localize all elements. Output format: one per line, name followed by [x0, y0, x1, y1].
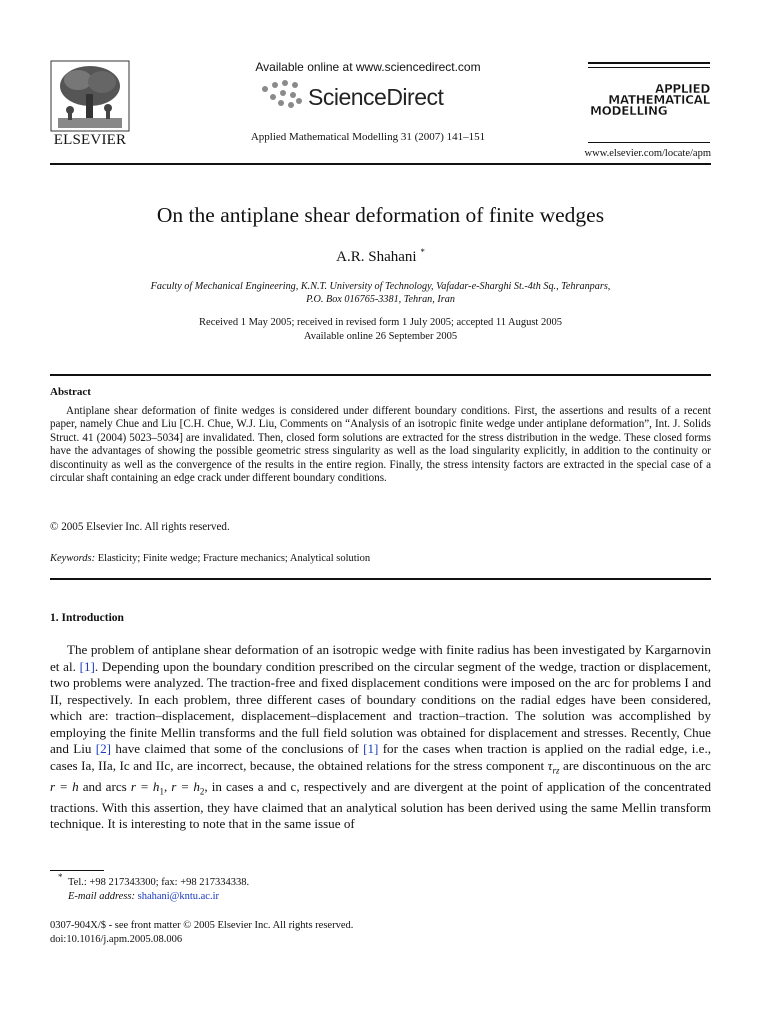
received-dates: Received 1 May 2005; received in revised form 1 July 2005; accepted 11 August 2005 [199, 317, 562, 328]
elsevier-logo [50, 60, 130, 150]
affiliation-line-1: Faculty of Mechanical Engineering, K.N.T. University of Technology, Vafadar-e-Sharghi St.-4th Sq., Tehranpars, [150, 281, 611, 292]
available-online-date: Available online 26 September 2005 [303, 331, 458, 342]
publisher-name: ELSEVIER [53, 132, 127, 148]
footnote-tel: Tel.: +98 217343300; fax: +98 217334338. [68, 877, 250, 888]
tau-subscript: rz [552, 765, 560, 776]
abstract-body: Antiplane shear deformation of finite wedges is considered under different boundary conditions. First, the assertions and results of a recent paper, namely Chue and Liu [C.H. Chue, W.J. Liu, Comments on “Analysis of an isotropic finite wedge under antiplane deformation”, Int. J. Solids Struct. 41 (2004) 5023–5034] are invalidated. Then, closed form solutions are extracted for the stress distribution in the wedge. These closed forms have the advantages of showing the possible geometric stress singularity as well as the load singularity explicitly, in addition to the continuity or discontinuity as well as the convergence of the results in the entire region. Finally, the stress intensity factors are extracted in the special case of a circular shaft containing an edge crack under different boundary conditions. [50, 405, 711, 485]
footnote-rule [50, 870, 104, 871]
abstract-text [50, 405, 711, 485]
author-line [50, 247, 711, 266]
article-title: On the antiplane shear deformation of finite wedges [156, 203, 605, 227]
issn-line: 0307-904X/$ - see front matter © 2005 Elsevier Inc. All rights reserved. [50, 920, 354, 931]
sciencedirect-logo [258, 78, 468, 114]
keywords-list: Elasticity; Finite wedge; Fracture mechanics; Analytical solution [97, 553, 371, 564]
section-heading: 1. Introduction [50, 612, 124, 624]
journal-logo-line-2: MATHEMATICAL [608, 93, 710, 107]
tau-symbol: τ [547, 757, 553, 773]
intro-text-d: for the cases when traction is applied on the radial edge, i.e., cases Ia, IIa, Ic and IIc, are incorrect, because, the obtained relations for the stress component [50, 741, 711, 773]
arc-subscript-2: 1 [159, 786, 164, 797]
journal-citation: Applied Mathematical Modelling 31 (2007) 141–151 [250, 131, 486, 143]
sciencedirect-wordmark: ScienceDirect [308, 84, 444, 110]
author-name: A.R. Shahani [336, 249, 417, 265]
intro-text-c: have claimed that some of the conclusions of [111, 741, 364, 756]
elsevier-tree-icon [50, 60, 130, 132]
email-link[interactable]: shahani@kntu.ac.ir [137, 891, 220, 902]
intro-text-b: . Depending upon the boundary condition prescribed on the circular segment of the wedge, traction or displacement, two problems were analyzed. The traction-free and fixed displacement conditions were imposed on the arc for problems I and II, respectively. In each problem, three different cases of boundary conditions on the radial edges have been considered, which are: traction–displacement, displacement–displacement and traction–traction. The solution was accomplished by employing the finite Mellin transforms and the full field solution was obtained for displacement and stresses. Recently, Chue and Liu [50, 658, 711, 756]
available-online-text: Available online at www.sciencedirect.com [255, 60, 481, 74]
keywords-line [50, 553, 711, 564]
footnote-mark: * [58, 872, 63, 882]
header-separator-thick [50, 163, 711, 165]
journal-logo-line-3: MODELLING [590, 104, 668, 118]
intro-text-g: , [163, 778, 172, 794]
intro-text-e: are discontinuous on the arc [559, 757, 711, 773]
arc-expression-1: r = h [50, 778, 79, 794]
doi-line: doi:10.1016/j.apm.2005.08.006 [50, 934, 183, 945]
citation-link-3[interactable]: [1] [363, 741, 379, 756]
introduction-paragraph [50, 642, 711, 833]
header-rule-top-2 [588, 67, 710, 68]
header-rule-top-1 [588, 62, 710, 64]
author-footnote-mark[interactable]: * [420, 247, 425, 257]
email-label: E-mail address: [68, 891, 135, 902]
footnote-email-line [68, 891, 219, 902]
journal-logo [590, 84, 712, 117]
intro-text-h: , in cases a and c, respectively and are divergent at the point of application of the concentrated tractions. With this assertion, they have claimed that an analytical solution has been derived using the same Mellin transform technique. It is interesting to note that in the same issue of [50, 778, 712, 832]
sciencedirect-dots-icon [258, 78, 308, 114]
arc-expression-3: r = h [171, 778, 200, 794]
header-rule-bottom [588, 142, 710, 143]
abstract-copyright: © 2005 Elsevier Inc. All rights reserved. [50, 521, 230, 533]
citation-link-1[interactable]: [1] [79, 658, 95, 674]
affiliation-line-2: P.O. Box 016765-3381, Tehran, Iran [306, 294, 455, 305]
arc-subscript-3: 2 [199, 786, 205, 797]
citation-link-2[interactable]: [2] [95, 741, 112, 756]
abstract-rule-top [50, 374, 711, 376]
journal-url[interactable]: www.elsevier.com/locate/apm [584, 148, 711, 159]
intro-text-f: and arcs [78, 778, 131, 794]
keywords-label: Keywords: [50, 553, 96, 564]
journal-logo-line-1: APPLIED [654, 82, 710, 96]
abstract-heading: Abstract [50, 386, 91, 398]
arc-expression-2: r = h [130, 778, 160, 794]
intro-text-a: The problem of antiplane shear deformation of an isotropic wedge with finite radius has been investigated by Kargarnovin et al. [50, 642, 711, 674]
abstract-rule-bottom [50, 578, 711, 580]
